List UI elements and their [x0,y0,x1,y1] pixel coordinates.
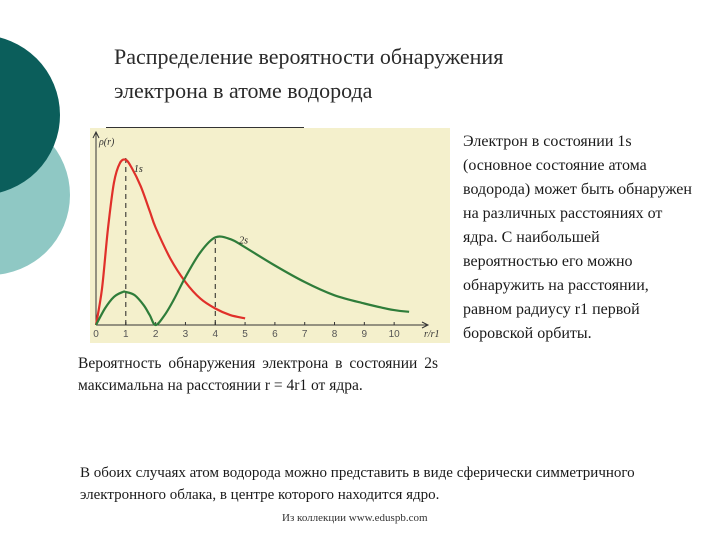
x-tick-label: 3 [182,329,189,340]
description-1s: Электрон в состоянии 1s (основное состояние атома водорода) может быть обнаружен на различных расстояниях от ядра. С наибольшей вероятностью его можно обнаружить на расстоянии, равном радиусу r1 первой боровской орбиты. [463,133,692,342]
probability-chart [90,128,450,343]
x-tick-label: 1 [123,329,129,340]
x-tick-label: 0 [93,329,99,340]
x-tick-label: 4 [212,329,219,340]
title-line-1: Распределение вероятности обнаружения [114,44,504,69]
x-tick-label: 5 [242,329,248,340]
x-tick-label: 6 [272,329,278,340]
x-tick-label: 2 [152,329,159,340]
source-credit: Из коллекции www.eduspb.com [282,512,428,524]
x-tick-label: 8 [331,329,338,340]
x-axis-label: r/r1 [424,329,440,340]
x-tick-label: 9 [361,329,368,340]
x-tick-label: 7 [301,329,308,340]
caption-2s: Вероятность обнаружения электрона в состоянии 2s максимальна на расстоянии r = 4r1 от ядра. [78,355,438,394]
slide-title [114,40,674,108]
series-label-1s: 1s [133,163,143,175]
title-line-2: электрона в атоме водорода [114,78,373,103]
series-label-2s: 2s [239,235,249,247]
conclusion-text: В обоих случаях атом водорода можно представить в виде сферически симметричного электронного облака, в центре которого находится ядро. [80,465,635,503]
x-tick-label: 10 [388,329,400,340]
y-axis-label: ρ(r) [99,137,115,148]
